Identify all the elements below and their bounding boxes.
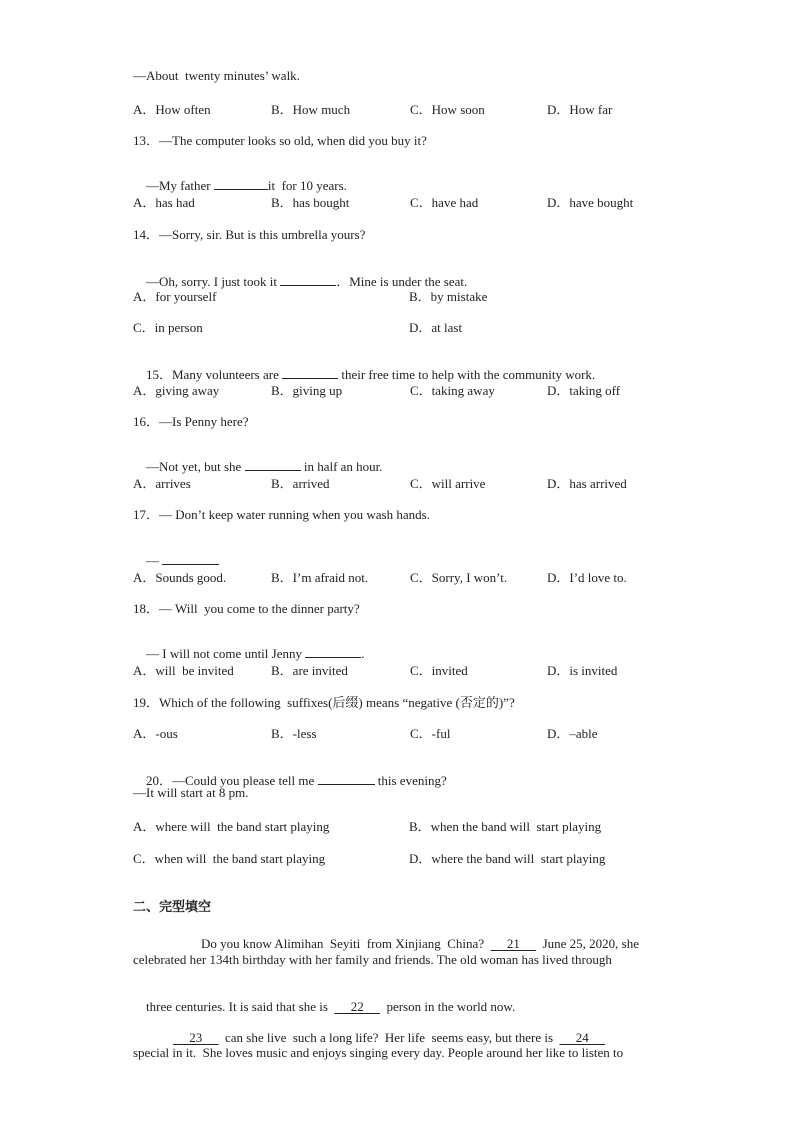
q16-option-b[interactable]: B．arrived — [271, 476, 330, 491]
q15-option-d[interactable]: D．taking off — [547, 383, 621, 398]
passage-text: three centuries. It is said that she is — [146, 999, 335, 1014]
q18-blank — [305, 645, 361, 658]
q13-option-d[interactable]: D．have bought — [547, 195, 634, 210]
q17-option-b[interactable]: B．I’m afraid not. — [271, 570, 369, 585]
q14-blank — [280, 273, 336, 286]
q20-stem-pre: 20．—Could you please tell me — [146, 773, 318, 788]
q15-option-a[interactable]: A．giving away — [133, 383, 220, 398]
passage-line-2: celebrated her 134th birthday with her family and friends. The old woman has lived through — [133, 952, 612, 967]
q15-option-b[interactable]: B．giving up — [271, 383, 343, 398]
cloze-blank-22: 22 — [334, 999, 380, 1014]
q18-option-a[interactable]: A．will be invited — [133, 663, 234, 678]
q16-blank — [245, 458, 301, 471]
passage-text: person in the world now. — [379, 999, 516, 1014]
q18-answer-pre: — I will not come until Jenny — [146, 646, 306, 661]
q12-option-a[interactable]: A．How often — [133, 102, 211, 117]
q15-option-c[interactable]: C．taking away — [410, 383, 495, 398]
q17-stem: 17．— Don’t keep water running when you wash hands. — [133, 507, 430, 522]
q12-option-b[interactable]: B．How much — [271, 102, 351, 117]
q16-answer-pre: —Not yet, but she — [146, 459, 245, 474]
q13-option-b[interactable]: B．has bought — [271, 195, 350, 210]
q13-option-c[interactable]: C．have had — [410, 195, 479, 210]
q14-option-a[interactable]: A．for yourself — [133, 289, 217, 304]
passage-text: June 25, 2020, she — [536, 936, 640, 951]
q19-option-b[interactable]: B．-less — [271, 726, 317, 741]
q18-option-c[interactable]: C．invited — [410, 663, 468, 678]
q19-option-a[interactable]: A．-ous — [133, 726, 178, 741]
q12-option-c[interactable]: C．How soon — [410, 102, 485, 117]
q16-option-a[interactable]: A．arrives — [133, 476, 191, 491]
q20-blank — [318, 772, 375, 785]
q18-option-b[interactable]: B．are invited — [271, 663, 348, 678]
q15-stem-post: their free time to help with the community work. — [338, 367, 596, 382]
q18-stem: 18．— Will you come to the dinner party? — [133, 601, 360, 616]
q18-answer-post: . — [361, 646, 365, 661]
q13-answer-pre: —My father — [146, 178, 214, 193]
q15-stem-pre: 15．Many volunteers are — [146, 367, 283, 382]
q13-blank — [214, 177, 268, 190]
q16-option-d[interactable]: D．has arrived — [547, 476, 627, 491]
q14-answer-post: ．Mine is under the seat. — [336, 274, 468, 289]
q20-option-c[interactable]: C．when will the band start playing — [133, 851, 326, 866]
section-title: 二、完型填空 — [133, 900, 212, 915]
q12-option-d[interactable]: D．How far — [547, 102, 613, 117]
q13-stem: 13．—The computer looks so old, when did you buy it? — [133, 133, 427, 148]
passage-text: can she live such a long life? Her life seems easy, but there is — [218, 1030, 560, 1045]
q19-option-d[interactable]: D．–able — [547, 726, 598, 741]
q17-answer-pre: — — [146, 553, 163, 568]
q14-answer-pre: —Oh, sorry. I just took it — [146, 274, 281, 289]
q17-blank — [162, 552, 219, 565]
q15-blank — [282, 366, 338, 379]
cloze-blank-24: 24 — [559, 1030, 606, 1045]
q19-stem: 19．Which of the following suffixes(后缀) means “negative (否定的)”? — [133, 695, 515, 710]
q16-stem: 16．—Is Penny here? — [133, 414, 249, 429]
q20-stem-post: this evening? — [374, 773, 447, 788]
q17-option-c[interactable]: C．Sorry, I won’t. — [410, 570, 508, 585]
q17-option-d[interactable]: D．I’d love to. — [547, 570, 627, 585]
q13-option-a[interactable]: A．has had — [133, 195, 195, 210]
q18-option-d[interactable]: D．is invited — [547, 663, 618, 678]
q20-answer-line: —It will start at 8 pm. — [133, 785, 249, 800]
q17-option-a[interactable]: A．Sounds good. — [133, 570, 227, 585]
q14-stem: 14．—Sorry, sir. But is this umbrella yours? — [133, 227, 366, 242]
q14-option-d[interactable]: D．at last — [409, 320, 463, 335]
q20-option-d[interactable]: D．where the band will start playing — [409, 851, 606, 866]
q14-option-b[interactable]: B．by mistake — [409, 289, 488, 304]
q16-option-c[interactable]: C．will arrive — [410, 476, 486, 491]
q13-answer-post: it for 10 years. — [267, 178, 347, 193]
passage-text: Do you know Alimihan Seyiti from Xinjiang China? — [201, 936, 491, 951]
q16-answer-post: in half an hour. — [300, 459, 383, 474]
cloze-blank-23: 23 — [173, 1030, 219, 1045]
q14-option-c[interactable]: C．in person — [133, 320, 203, 335]
q19-option-c[interactable]: C．-ful — [410, 726, 451, 741]
cloze-blank-21: 21 — [490, 936, 537, 951]
q12-answer-line: —About twenty minutes’ walk. — [133, 68, 300, 83]
passage-line-5: special in it. She loves music and enjoys singing every day. People around her like to listen to — [133, 1045, 624, 1060]
q20-option-a[interactable]: A．where will the band start playing — [133, 819, 330, 834]
q20-option-b[interactable]: B．when the band will start playing — [409, 819, 602, 834]
